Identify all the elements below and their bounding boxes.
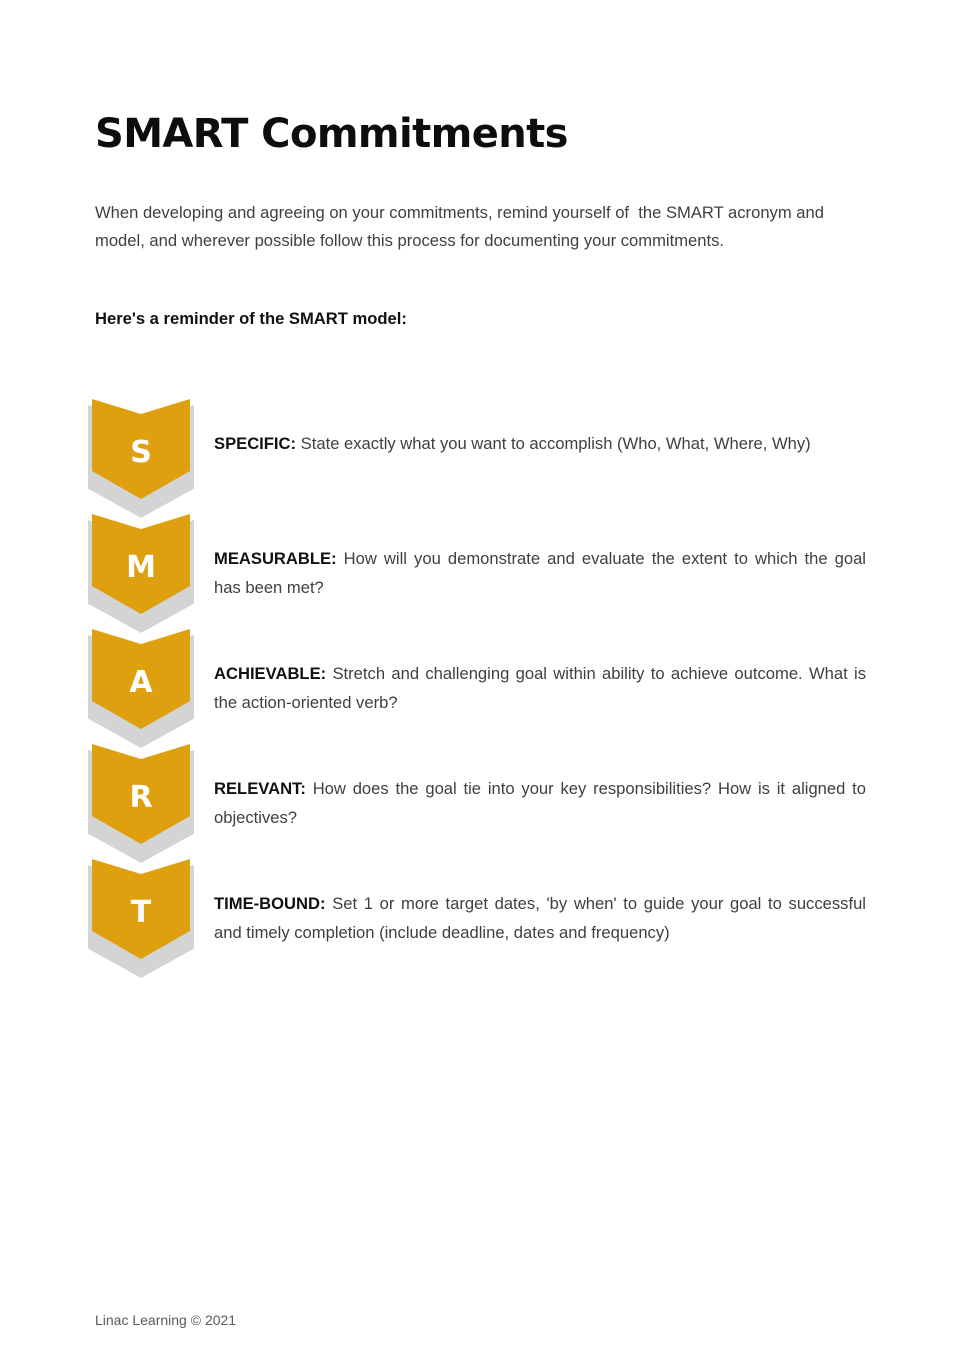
- smart-item-text: [214, 659, 866, 717]
- chevron-badge-a: [88, 626, 194, 748]
- smart-item-text: [214, 889, 866, 947]
- chevron-letter: A: [129, 664, 153, 700]
- smart-item-label: TIME-BOUND:: [214, 894, 326, 913]
- subheading: Here's a reminder of the SMART model:: [95, 308, 407, 328]
- footer-copyright: Linac Learning © 2021: [95, 1312, 237, 1328]
- page-title: SMART Commitments: [95, 110, 568, 157]
- smart-item-description: Set 1 or more target dates, 'by when' to guide your goal to successful and timely completion (include deadline, dates and frequency): [214, 894, 866, 942]
- list-item: [0, 626, 960, 741]
- smart-item-text: [214, 429, 866, 458]
- chevron-letter: T: [130, 894, 152, 930]
- smart-item-label: RELEVANT:: [214, 779, 306, 798]
- smart-model-list: [0, 396, 960, 971]
- chevron-letter: S: [130, 434, 152, 470]
- chevron-badge-m: [88, 511, 194, 633]
- list-item: [0, 396, 960, 511]
- list-item: [0, 856, 960, 971]
- intro-paragraph: When developing and agreeing on your commitments, remind yourself of the SMART acronym and model, and wherever possible follow this process for documenting your commitments.: [95, 202, 829, 250]
- chevron-badge-s: [88, 396, 194, 518]
- smart-item-label: MEASURABLE:: [214, 549, 337, 568]
- smart-item-text: [214, 544, 866, 602]
- smart-item-label: ACHIEVABLE:: [214, 664, 327, 683]
- smart-item-description: State exactly what you want to accomplish (Who, What, Where, Why): [296, 434, 811, 453]
- smart-item-label: SPECIFIC:: [214, 434, 297, 453]
- list-item: [0, 741, 960, 856]
- smart-item-description: Stretch and challenging goal within ability to achieve outcome. What is the action-oriented verb?: [214, 664, 866, 712]
- smart-item-description: How does the goal tie into your key responsibilities? How is it aligned to objectives?: [214, 779, 866, 827]
- smart-item-description: How will you demonstrate and evaluate the extent to which the goal has been met?: [214, 549, 866, 597]
- smart-item-text: [214, 774, 866, 832]
- chevron-letter: R: [129, 779, 153, 815]
- chevron-badge-r: [88, 741, 194, 863]
- chevron-letter: M: [126, 549, 156, 585]
- list-item: [0, 511, 960, 626]
- chevron-badge-t: [88, 856, 194, 978]
